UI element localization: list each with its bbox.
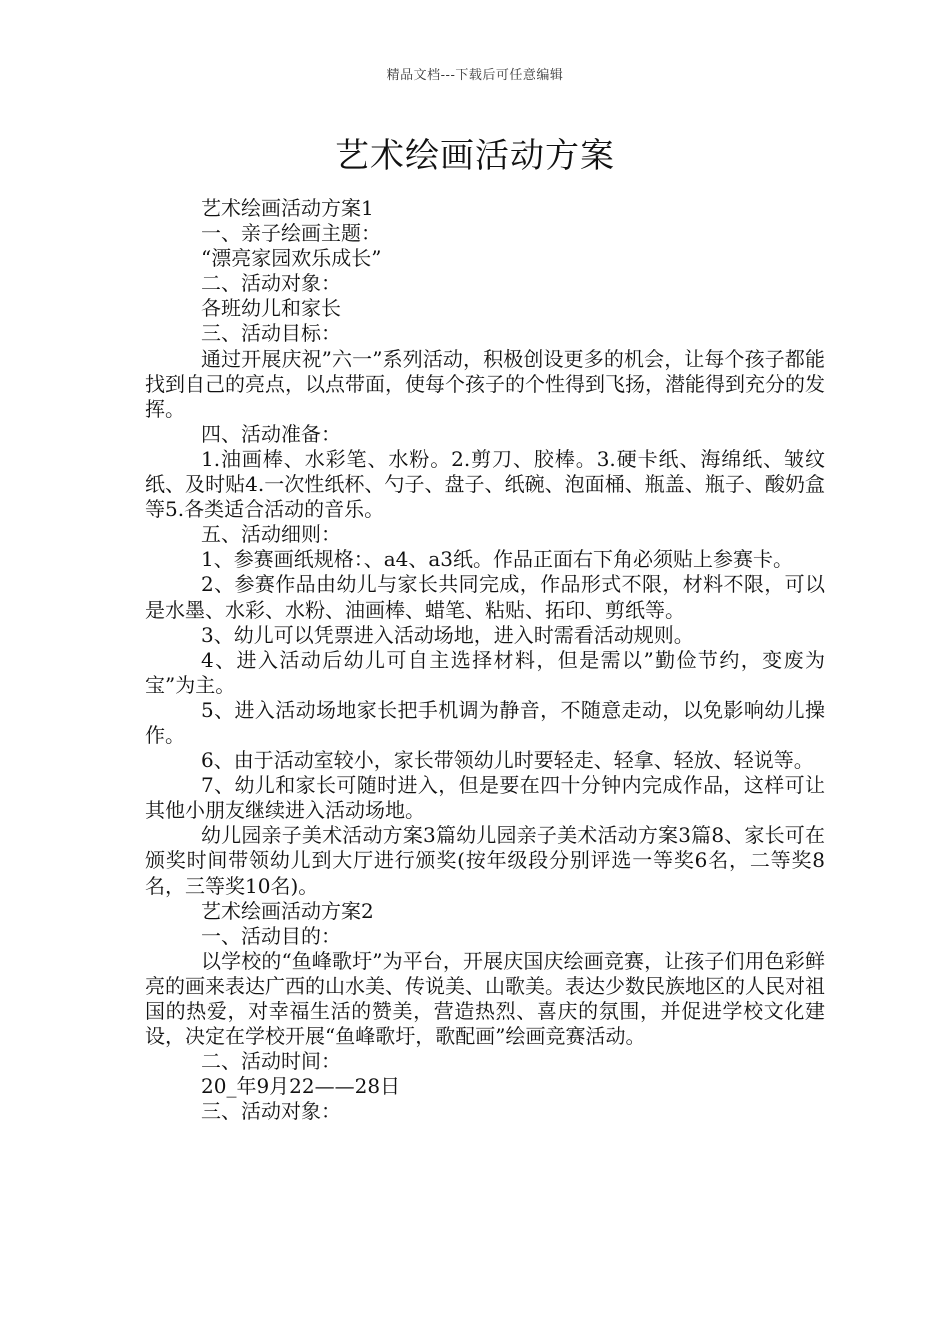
document-body [145, 196, 825, 1124]
list-item: 幼儿园亲子美术活动方案3篇幼儿园亲子美术活动方案3篇8、家长可在颁奖时间带领幼儿到大厅进行颁奖(按年级段分别评选一等奖6名，二等奖8名，三等奖10名)。 [145, 823, 825, 898]
paragraph: “漂亮家园欢乐成长” [201, 246, 382, 271]
paragraph: 20_年9月22——28日 [201, 1074, 401, 1099]
list-item: 2、参赛作品由幼儿与家长共同完成，作品形式不限，材料不限，可以是水墨、水彩、水粉、油画棒、蜡笔、粘贴、拓印、剪纸等。 [145, 572, 825, 622]
list-item: 4、进入活动后幼儿可自主选择材料，但是需以”勤俭节约，变废为宝”为主。 [145, 647, 825, 697]
list-item: 6、由于活动室较小，家长带领幼儿时要轻走、轻拿、轻放、轻说等。 [201, 748, 814, 773]
paragraph: 以学校的“鱼峰歌圩”为平台，开展庆国庆绘画竞赛，让孩子们用色彩鲜亮的画来表达广西的山水美、传说美、山歌美。表达少数民族地区的人民对祖国的热爱，对幸福生活的赞美，营造热烈、喜庆的氛围，并促进学校文化建设，决定在学校开展“鱼峰歌圩，歌配画”绘画竞赛活动。 [145, 948, 825, 1049]
subheading: 一、活动目的： [201, 923, 341, 948]
subheading: 五、活动细则： [201, 522, 341, 547]
subheading: 二、活动时间： [201, 1049, 341, 1074]
list-item: 7、幼儿和家长可随时进入，但是要在四十分钟内完成作品，这样可让其他小朋友继续进入活动场地。 [145, 773, 825, 823]
subheading: 一、亲子绘画主题： [201, 221, 381, 246]
section-heading: 艺术绘画活动方案1 [201, 196, 374, 220]
paragraph: 各班幼儿和家长 [201, 296, 341, 321]
section-heading: 艺术绘画活动方案2 [201, 898, 374, 923]
subheading: 三、活动目标： [201, 321, 341, 346]
list-item: 3、幼儿可以凭票进入活动场地，进入时需看活动规则。 [201, 622, 694, 647]
paragraph: 1.油画棒、水彩笔、水粉。2.剪刀、胶棒。3.硬卡纸、海绵纸、皱纹纸、及时贴4.一次性纸杯、勺子、盘子、纸碗、泡面桶、瓶盖、瓶子、酸奶盒等5.各类适合活动的音乐。 [145, 446, 825, 522]
subheading: 三、活动对象： [201, 1099, 341, 1124]
list-item: 5、进入活动场地家长把手机调为静音，不随意走动，以免影响幼儿操作。 [145, 697, 825, 747]
paragraph: 通过开展庆祝”六一”系列活动，积极创设更多的机会，让每个孩子都能找到自己的亮点，以点带面，使每个孩子的个性得到飞扬，潜能得到充分的发挥。 [145, 346, 825, 421]
subheading: 二、活动对象： [201, 271, 341, 296]
list-item: 1、参赛画纸规格：、a4、a3纸。作品正面右下角必须贴上参赛卡。 [201, 547, 794, 572]
subheading: 四、活动准备： [201, 421, 341, 446]
document-title: 艺术绘画活动方案 [335, 136, 615, 176]
header-note: 精品文档---下载后可任意编辑 [386, 68, 564, 83]
